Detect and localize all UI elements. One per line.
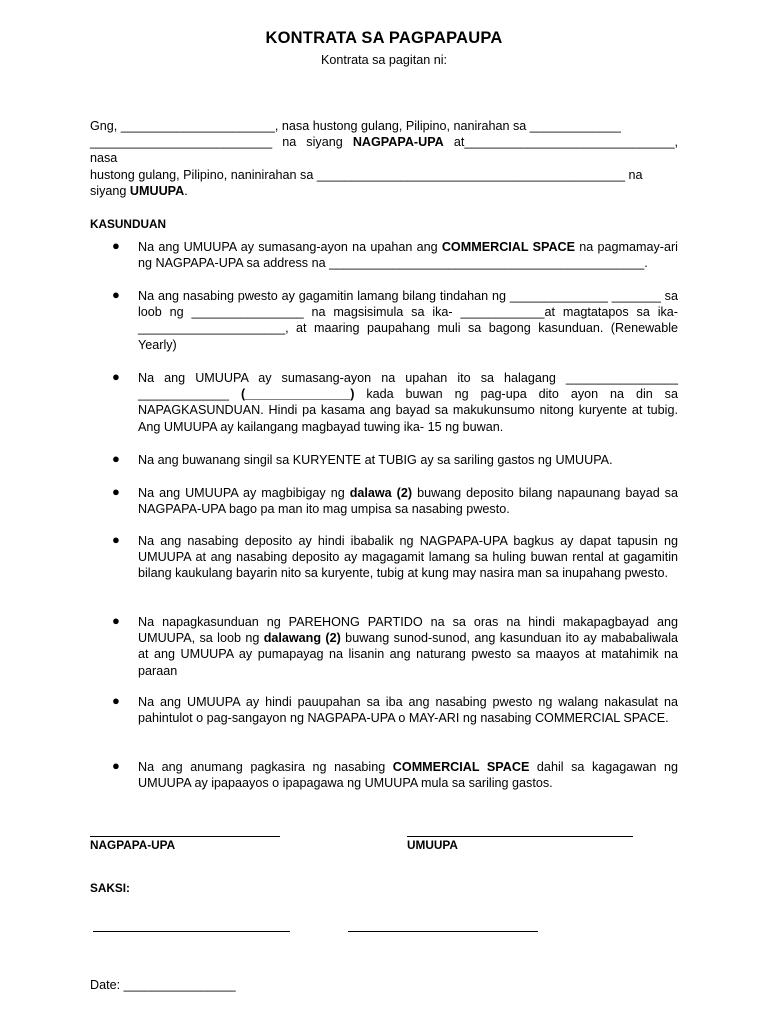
intro-line-4: siyang UMUUPA. — [90, 183, 188, 198]
bullet-icon: ● — [112, 758, 120, 773]
witness-label: SAKSI: — [90, 881, 130, 895]
lessee-label: UMUUPA — [407, 838, 458, 852]
clause-2: ● Na ang nasabing pwesto ay gagamitin lamang bilang tindahan ng ______________ _______ sa loob ng ________________ na magsisimula sa ika- ____________at magtatapos sa ika-_____________________, at maaring paupahang muli sa bagong kasunduan. (Renewable Yearly) — [112, 287, 678, 352]
clause-9: ● Na ang anumang pagkasira ng nasabing COMMERCIAL SPACE dahil sa kagagawan ng UMUUPA ay ipapaayos o ipapagawa ng UMUUPA mula sa sariling gastos. — [112, 758, 678, 791]
clause-8: ● Na ang UMUUPA ay hindi pauupahan sa iba ang nasabing pwesto ng walang nakasulat na pahintulot o pag-sangayon ng NAGPAPA-UPA o MAY-ARI ng nasabing COMMERCIAL SPACE. — [112, 693, 678, 726]
intro-line-2: __________________________ na siyang NAGPAPA-UPA at______________________________, nasa — [90, 135, 678, 166]
clause-5: ● Na ang UMUUPA ay magbibigay ng dalawa (2) buwang deposito bilang napaunang bayad sa NAGPAPA-UPA bago pa man ito mag umpisa sa nasabing pwesto. — [112, 484, 678, 517]
bullet-icon: ● — [112, 693, 120, 708]
bullet-icon: ● — [112, 613, 120, 628]
bullet-icon: ● — [112, 287, 120, 302]
witness-2-signature-line — [348, 931, 538, 932]
clause-3: ● Na ang UMUUPA ay sumasang-ayon na upahan ito sa halagang ________________ _____________ (_______________) kada buwan ng pag-upa dito ayon na din sa NAPAGKASUNDUAN. Hindi pa kasama ang bayad sa makukunsumo nitong kuryente at tubig. Ang UMUUPA ay kailangang magbayad tuwing ika- 15 ng buwan. — [112, 369, 678, 434]
clause-1: ● Na ang UMUUPA ay sumasang-ayon na upahan ang COMMERCIAL SPACE na pagmamay-ari ng NAGPAPA-UPA sa address na _____________________________________________. — [112, 238, 678, 271]
document-subtitle: Kontrata sa pagitan ni: — [320, 53, 448, 67]
clause-4: ● Na ang buwanang singil sa KURYENTE at TUBIG ay sa sariling gastos ng UMUUPA. — [112, 451, 613, 467]
lessor-label: NAGPAPA-UPA — [90, 838, 176, 852]
clause-6: ● Na ang nasabing deposito ay hindi ibabalik ng NAGPAPA-UPA bagkus ay dapat tapusin ng UMUUPA at ang nasabing deposito ay magagamit lamang sa huling buwan rental at gagamitin bilang kaukulang bayarin nito sa kuryente, tubig at kung may nasira man sa inupahang pwesto. — [112, 532, 678, 581]
clause-7: ● Na napagkasunduan ng PAREHONG PARTIDO na sa oras na hindi makapagbayad ang UMUUPA, sa loob ng dalawang (2) buwang sunod-sunod, ang kasunduan ito ay mababaliwala at ang UMUUPA ay pumapayag na lisanin ang naturang pwesto sa maayos at matahimik na paraan — [112, 613, 678, 678]
parties-paragraph — [90, 118, 678, 199]
date-field — [90, 977, 236, 993]
bullet-icon: ● — [112, 238, 120, 253]
date-label: Date: — [90, 978, 124, 992]
intro-line-1: Gng, ______________________, nasa hustong gulang, Pilipino, nanirahan sa _____________ — [90, 119, 621, 133]
date-blank: ________________ — [123, 978, 236, 992]
bullet-icon: ● — [112, 451, 120, 466]
bullet-icon: ● — [112, 369, 120, 384]
bullet-icon: ● — [112, 484, 120, 499]
section-heading: KASUNDUAN — [90, 217, 167, 231]
document-title: KONTRATA SA PAGPAPAUPA — [265, 29, 503, 47]
intro-line-3: hustong gulang, Pilipino, naninirahan sa ____________________________________________ na — [90, 167, 643, 182]
witness-1-signature-line — [93, 931, 290, 932]
bullet-icon: ● — [112, 532, 120, 547]
